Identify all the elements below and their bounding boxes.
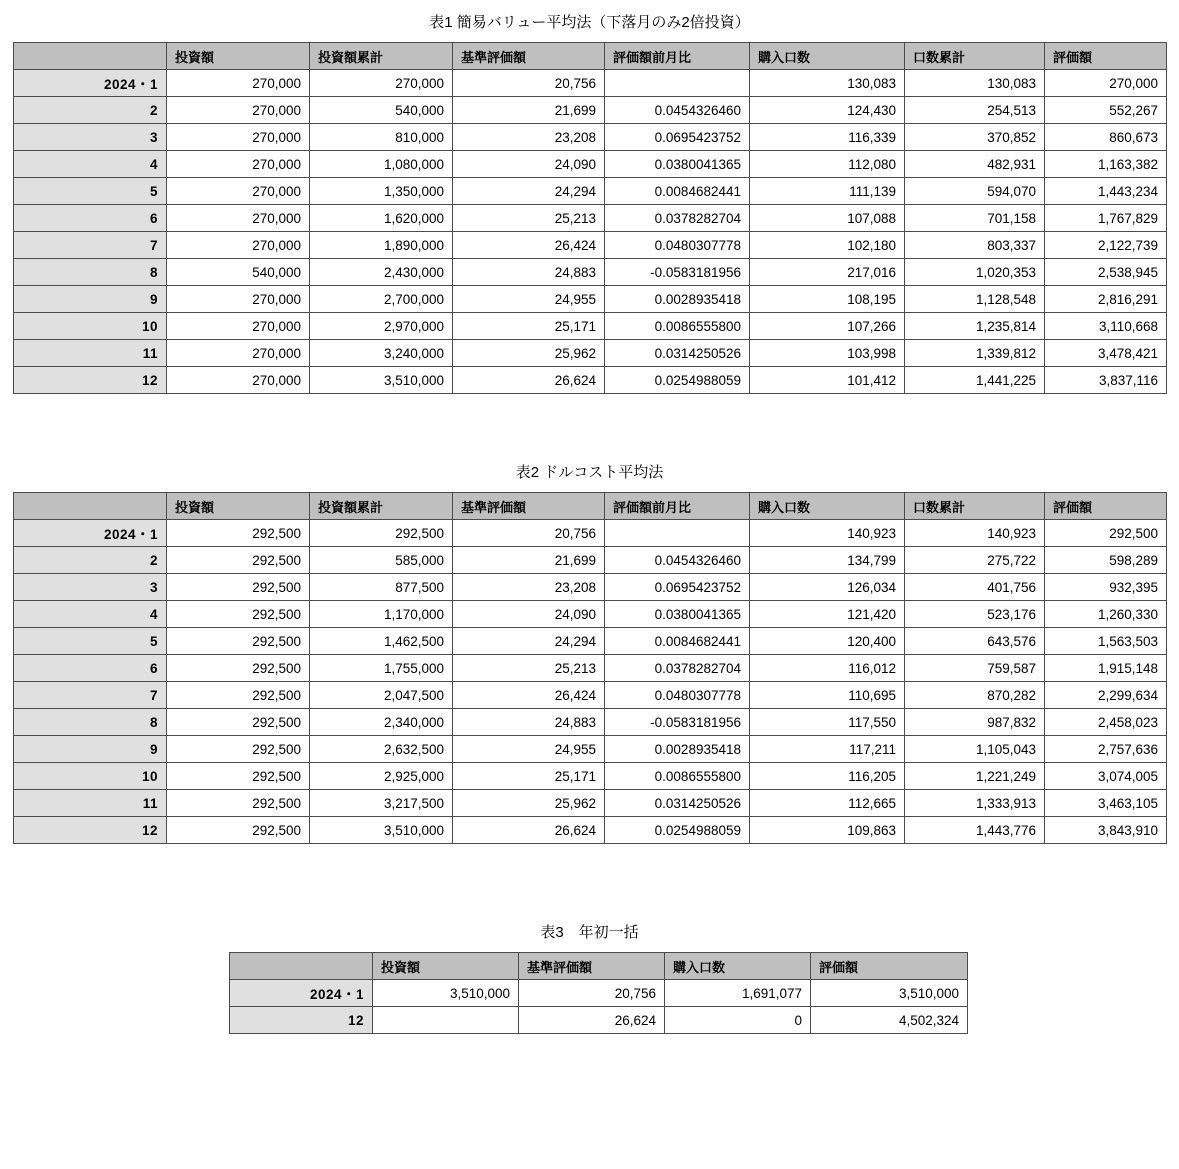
cell-units-cumulative: 759,587 (905, 655, 1045, 682)
cell-units-cumulative: 482,931 (905, 151, 1045, 178)
cell-units-purchased: 111,139 (750, 178, 905, 205)
table-row (230, 1007, 968, 1034)
cell-units-purchased: 101,412 (750, 367, 905, 394)
cell-units-cumulative: 870,282 (905, 682, 1045, 709)
cell-units-cumulative: 594,070 (905, 178, 1045, 205)
cell-units-cumulative: 130,083 (905, 70, 1045, 97)
cell-investment-cumulative: 3,510,000 (310, 817, 453, 844)
cell-investment: 292,500 (167, 736, 310, 763)
cell-base-value: 24,090 (453, 151, 605, 178)
table-row (14, 655, 1167, 682)
table-2-header-cell-6: 口数累計 (905, 493, 1045, 520)
cell-mom-change: 0.0084682441 (605, 178, 750, 205)
cell-units-purchased: 116,205 (750, 763, 905, 790)
cell-mom-change: 0.0378282704 (605, 655, 750, 682)
cell-mom-change: -0.0583181956 (605, 709, 750, 736)
cell-base-value: 20,756 (519, 980, 665, 1007)
cell-mom-change: 0.0380041365 (605, 601, 750, 628)
cell-investment: 292,500 (167, 628, 310, 655)
cell-investment-cumulative: 1,462,500 (310, 628, 453, 655)
cell-units-cumulative: 401,756 (905, 574, 1045, 601)
table-row (14, 520, 1167, 547)
cell-units-cumulative: 140,923 (905, 520, 1045, 547)
document-page (0, 14, 1179, 1034)
cell-units-cumulative: 1,105,043 (905, 736, 1045, 763)
cell-investment: 270,000 (167, 97, 310, 124)
cell-mom-change: 0.0084682441 (605, 628, 750, 655)
table-row (14, 70, 1167, 97)
table-row (14, 574, 1167, 601)
table-1-header-cell-5: 購入口数 (750, 43, 905, 70)
row-label: 10 (14, 313, 167, 340)
row-label: 11 (14, 790, 167, 817)
cell-units-purchased: 140,923 (750, 520, 905, 547)
cell-investment-cumulative: 3,240,000 (310, 340, 453, 367)
table-1-header-cell-4: 評価額前月比 (605, 43, 750, 70)
cell-valuation: 3,837,116 (1045, 367, 1167, 394)
table-1-caption: 表1 簡易バリュー平均法（下落月のみ2倍投資） (429, 14, 750, 31)
table-header-row (230, 953, 968, 980)
table-row (14, 259, 1167, 286)
cell-investment: 292,500 (167, 790, 310, 817)
row-label: 12 (230, 1007, 373, 1034)
cell-mom-change: -0.0583181956 (605, 259, 750, 286)
table-2-header-cell-0 (14, 493, 167, 520)
cell-units-cumulative: 987,832 (905, 709, 1045, 736)
cell-investment: 270,000 (167, 151, 310, 178)
cell-mom-change: 0.0480307778 (605, 682, 750, 709)
cell-base-value: 23,208 (453, 124, 605, 151)
table-row (14, 547, 1167, 574)
table-3-header-cell-1: 投資額 (373, 953, 519, 980)
table-block-2 (13, 464, 1166, 844)
table-row (14, 682, 1167, 709)
cell-units-cumulative: 523,176 (905, 601, 1045, 628)
cell-base-value: 24,294 (453, 628, 605, 655)
cell-units-purchased: 108,195 (750, 286, 905, 313)
cell-units-purchased: 110,695 (750, 682, 905, 709)
cell-base-value: 24,090 (453, 601, 605, 628)
table-block-3 (0, 924, 1179, 1034)
cell-units-cumulative: 701,158 (905, 205, 1045, 232)
cell-investment: 270,000 (167, 124, 310, 151)
cell-units-cumulative: 1,441,225 (905, 367, 1045, 394)
table-3-inner (229, 952, 968, 1034)
row-label: 12 (14, 367, 167, 394)
cell-mom-change (605, 520, 750, 547)
table-1-header-cell-7: 評価額 (1045, 43, 1167, 70)
cell-base-value: 25,962 (453, 340, 605, 367)
row-label: 4 (14, 151, 167, 178)
cell-units-purchased: 107,088 (750, 205, 905, 232)
cell-investment: 292,500 (167, 682, 310, 709)
table-1-header-cell-1: 投資額 (167, 43, 310, 70)
cell-investment-cumulative: 292,500 (310, 520, 453, 547)
cell-valuation: 860,673 (1045, 124, 1167, 151)
cell-mom-change: 0.0028935418 (605, 286, 750, 313)
cell-investment-cumulative: 2,700,000 (310, 286, 453, 313)
row-label: 7 (14, 232, 167, 259)
table-2-header-cell-5: 購入口数 (750, 493, 905, 520)
cell-investment-cumulative: 540,000 (310, 97, 453, 124)
cell-mom-change: 0.0028935418 (605, 736, 750, 763)
cell-units-purchased: 120,400 (750, 628, 905, 655)
table-row (14, 340, 1167, 367)
cell-units-purchased: 130,083 (750, 70, 905, 97)
cell-investment: 270,000 (167, 232, 310, 259)
cell-base-value: 24,955 (453, 286, 605, 313)
table-2-header-cell-1: 投資額 (167, 493, 310, 520)
cell-units-purchased: 117,211 (750, 736, 905, 763)
row-label: 2024・1 (14, 70, 167, 97)
table-row (14, 367, 1167, 394)
row-label: 5 (14, 628, 167, 655)
table-row (14, 790, 1167, 817)
cell-investment-cumulative: 1,620,000 (310, 205, 453, 232)
cell-investment-cumulative: 1,890,000 (310, 232, 453, 259)
cell-investment-cumulative: 3,217,500 (310, 790, 453, 817)
cell-base-value: 26,624 (453, 367, 605, 394)
cell-units-cumulative: 1,235,814 (905, 313, 1045, 340)
row-label: 9 (14, 286, 167, 313)
row-label: 10 (14, 763, 167, 790)
cell-units-purchased: 217,016 (750, 259, 905, 286)
cell-investment: 3,510,000 (373, 980, 519, 1007)
cell-investment-cumulative: 1,170,000 (310, 601, 453, 628)
cell-base-value: 26,624 (453, 817, 605, 844)
cell-investment: 292,500 (167, 520, 310, 547)
cell-investment-cumulative: 585,000 (310, 547, 453, 574)
cell-valuation: 1,443,234 (1045, 178, 1167, 205)
row-label: 5 (14, 178, 167, 205)
cell-base-value: 25,213 (453, 205, 605, 232)
row-label: 2024・1 (14, 520, 167, 547)
cell-investment: 292,500 (167, 601, 310, 628)
cell-base-value: 25,171 (453, 313, 605, 340)
row-label: 8 (14, 259, 167, 286)
cell-valuation: 1,767,829 (1045, 205, 1167, 232)
cell-valuation: 4,502,324 (811, 1007, 968, 1034)
cell-investment-cumulative: 270,000 (310, 70, 453, 97)
cell-investment-cumulative: 2,340,000 (310, 709, 453, 736)
cell-units-purchased: 112,080 (750, 151, 905, 178)
table-row (14, 763, 1167, 790)
table-row (14, 124, 1167, 151)
cell-investment-cumulative: 2,632,500 (310, 736, 453, 763)
cell-mom-change: 0.0695423752 (605, 574, 750, 601)
table-2-header-cell-4: 評価額前月比 (605, 493, 750, 520)
table-1-header-cell-2: 投資額累計 (310, 43, 453, 70)
table-3-header-cell-4: 評価額 (811, 953, 968, 980)
cell-units-cumulative: 370,852 (905, 124, 1045, 151)
table-3-caption: 表3 年初一括 (540, 924, 639, 941)
cell-mom-change: 0.0314250526 (605, 340, 750, 367)
cell-units-cumulative: 1,339,812 (905, 340, 1045, 367)
cell-units-cumulative: 643,576 (905, 628, 1045, 655)
cell-units-cumulative: 1,221,249 (905, 763, 1045, 790)
row-label: 9 (14, 736, 167, 763)
table-2 (13, 492, 1167, 844)
cell-units-purchased: 102,180 (750, 232, 905, 259)
cell-investment-cumulative: 2,925,000 (310, 763, 453, 790)
row-label: 12 (14, 817, 167, 844)
cell-investment: 270,000 (167, 313, 310, 340)
table-1-header (14, 43, 1167, 70)
cell-investment: 270,000 (167, 286, 310, 313)
cell-units-purchased: 0 (665, 1007, 811, 1034)
cell-valuation: 2,122,739 (1045, 232, 1167, 259)
cell-valuation: 552,267 (1045, 97, 1167, 124)
table-row (14, 601, 1167, 628)
cell-valuation: 3,843,910 (1045, 817, 1167, 844)
cell-valuation: 1,563,503 (1045, 628, 1167, 655)
cell-units-purchased: 134,799 (750, 547, 905, 574)
cell-investment-cumulative: 877,500 (310, 574, 453, 601)
cell-units-purchased: 124,430 (750, 97, 905, 124)
cell-valuation: 2,458,023 (1045, 709, 1167, 736)
cell-mom-change: 0.0380041365 (605, 151, 750, 178)
cell-units-cumulative: 1,020,353 (905, 259, 1045, 286)
cell-base-value: 24,294 (453, 178, 605, 205)
cell-units-cumulative: 803,337 (905, 232, 1045, 259)
cell-base-value: 21,699 (453, 97, 605, 124)
table-2-caption: 表2 ドルコスト平均法 (515, 464, 664, 481)
table-1 (13, 42, 1167, 394)
cell-units-purchased: 109,863 (750, 817, 905, 844)
table-row (14, 151, 1167, 178)
row-label: 2024・1 (230, 980, 373, 1007)
cell-base-value: 24,883 (453, 709, 605, 736)
table-3-body (230, 980, 968, 1034)
table-3-header-cell-2: 基準評価額 (519, 953, 665, 980)
table-2-header-cell-2: 投資額累計 (310, 493, 453, 520)
cell-mom-change: 0.0086555800 (605, 313, 750, 340)
cell-valuation: 3,074,005 (1045, 763, 1167, 790)
cell-investment-cumulative: 2,970,000 (310, 313, 453, 340)
table-1-body (14, 70, 1167, 394)
row-label: 4 (14, 601, 167, 628)
cell-investment-cumulative: 2,047,500 (310, 682, 453, 709)
cell-mom-change: 0.0254988059 (605, 817, 750, 844)
table-1-header-cell-3: 基準評価額 (453, 43, 605, 70)
cell-investment: 292,500 (167, 709, 310, 736)
cell-units-purchased: 103,998 (750, 340, 905, 367)
cell-valuation: 2,299,634 (1045, 682, 1167, 709)
cell-units-purchased: 1,691,077 (665, 980, 811, 1007)
cell-units-purchased: 126,034 (750, 574, 905, 601)
table-3-header-cell-0 (230, 953, 373, 980)
cell-valuation: 1,163,382 (1045, 151, 1167, 178)
table-row (14, 97, 1167, 124)
cell-investment-cumulative: 1,080,000 (310, 151, 453, 178)
cell-valuation: 270,000 (1045, 70, 1167, 97)
table-header-row (14, 43, 1167, 70)
cell-base-value: 25,171 (453, 763, 605, 790)
cell-investment: 270,000 (167, 367, 310, 394)
cell-units-purchased: 112,665 (750, 790, 905, 817)
cell-units-purchased: 116,012 (750, 655, 905, 682)
row-label: 3 (14, 124, 167, 151)
cell-base-value: 20,756 (453, 520, 605, 547)
table-2-header (14, 493, 1167, 520)
row-label: 8 (14, 709, 167, 736)
table-row (14, 817, 1167, 844)
table-row (14, 178, 1167, 205)
cell-investment: 292,500 (167, 655, 310, 682)
table-row (230, 980, 968, 1007)
cell-mom-change: 0.0086555800 (605, 763, 750, 790)
cell-valuation: 598,289 (1045, 547, 1167, 574)
cell-investment: 540,000 (167, 259, 310, 286)
cell-investment (373, 1007, 519, 1034)
cell-investment: 292,500 (167, 817, 310, 844)
cell-investment: 270,000 (167, 340, 310, 367)
cell-investment-cumulative: 810,000 (310, 124, 453, 151)
cell-investment: 292,500 (167, 547, 310, 574)
cell-investment: 292,500 (167, 574, 310, 601)
cell-base-value: 26,424 (453, 232, 605, 259)
row-label: 3 (14, 574, 167, 601)
cell-investment-cumulative: 1,350,000 (310, 178, 453, 205)
cell-base-value: 20,756 (453, 70, 605, 97)
cell-base-value: 25,962 (453, 790, 605, 817)
table-block-1 (13, 14, 1166, 394)
cell-units-cumulative: 1,333,913 (905, 790, 1045, 817)
table-3-wrapper (0, 952, 1179, 1034)
cell-mom-change: 0.0314250526 (605, 790, 750, 817)
table-row (14, 205, 1167, 232)
cell-investment: 270,000 (167, 205, 310, 232)
cell-base-value: 24,955 (453, 736, 605, 763)
row-label: 2 (14, 97, 167, 124)
cell-valuation: 2,757,636 (1045, 736, 1167, 763)
table-2-header-cell-3: 基準評価額 (453, 493, 605, 520)
cell-valuation: 292,500 (1045, 520, 1167, 547)
cell-mom-change: 0.0454326460 (605, 97, 750, 124)
table-3-header-cell-3: 購入口数 (665, 953, 811, 980)
cell-base-value: 26,624 (519, 1007, 665, 1034)
cell-valuation: 932,395 (1045, 574, 1167, 601)
cell-mom-change: 0.0378282704 (605, 205, 750, 232)
cell-valuation: 3,478,421 (1045, 340, 1167, 367)
cell-investment: 270,000 (167, 178, 310, 205)
table-1-header-cell-0 (14, 43, 167, 70)
cell-base-value: 23,208 (453, 574, 605, 601)
table-header-row (14, 493, 1167, 520)
cell-valuation: 3,463,105 (1045, 790, 1167, 817)
table-2-body (14, 520, 1167, 844)
row-label: 7 (14, 682, 167, 709)
table-row (14, 286, 1167, 313)
cell-investment-cumulative: 2,430,000 (310, 259, 453, 286)
cell-investment-cumulative: 3,510,000 (310, 367, 453, 394)
cell-valuation: 1,260,330 (1045, 601, 1167, 628)
cell-units-cumulative: 1,128,548 (905, 286, 1045, 313)
cell-units-cumulative: 275,722 (905, 547, 1045, 574)
cell-valuation: 3,110,668 (1045, 313, 1167, 340)
cell-valuation: 3,510,000 (811, 980, 968, 1007)
row-label: 11 (14, 340, 167, 367)
cell-units-purchased: 116,339 (750, 124, 905, 151)
cell-mom-change: 0.0254988059 (605, 367, 750, 394)
cell-units-purchased: 107,266 (750, 313, 905, 340)
cell-base-value: 24,883 (453, 259, 605, 286)
table-row (14, 313, 1167, 340)
cell-mom-change (605, 70, 750, 97)
cell-valuation: 1,915,148 (1045, 655, 1167, 682)
cell-valuation: 2,816,291 (1045, 286, 1167, 313)
table-row (14, 628, 1167, 655)
row-label: 2 (14, 547, 167, 574)
cell-mom-change: 0.0454326460 (605, 547, 750, 574)
cell-units-purchased: 121,420 (750, 601, 905, 628)
table-2-header-cell-7: 評価額 (1045, 493, 1167, 520)
cell-mom-change: 0.0480307778 (605, 232, 750, 259)
table-row (14, 709, 1167, 736)
table-row (14, 232, 1167, 259)
table-3 (229, 952, 968, 1034)
cell-investment-cumulative: 1,755,000 (310, 655, 453, 682)
cell-base-value: 21,699 (453, 547, 605, 574)
row-label: 6 (14, 655, 167, 682)
cell-investment: 292,500 (167, 763, 310, 790)
table-1-header-cell-6: 口数累計 (905, 43, 1045, 70)
table-3-header (230, 953, 968, 980)
row-label: 6 (14, 205, 167, 232)
cell-valuation: 2,538,945 (1045, 259, 1167, 286)
cell-units-purchased: 117,550 (750, 709, 905, 736)
cell-base-value: 26,424 (453, 682, 605, 709)
cell-investment: 270,000 (167, 70, 310, 97)
cell-base-value: 25,213 (453, 655, 605, 682)
table-row (14, 736, 1167, 763)
cell-units-cumulative: 1,443,776 (905, 817, 1045, 844)
cell-mom-change: 0.0695423752 (605, 124, 750, 151)
cell-units-cumulative: 254,513 (905, 97, 1045, 124)
